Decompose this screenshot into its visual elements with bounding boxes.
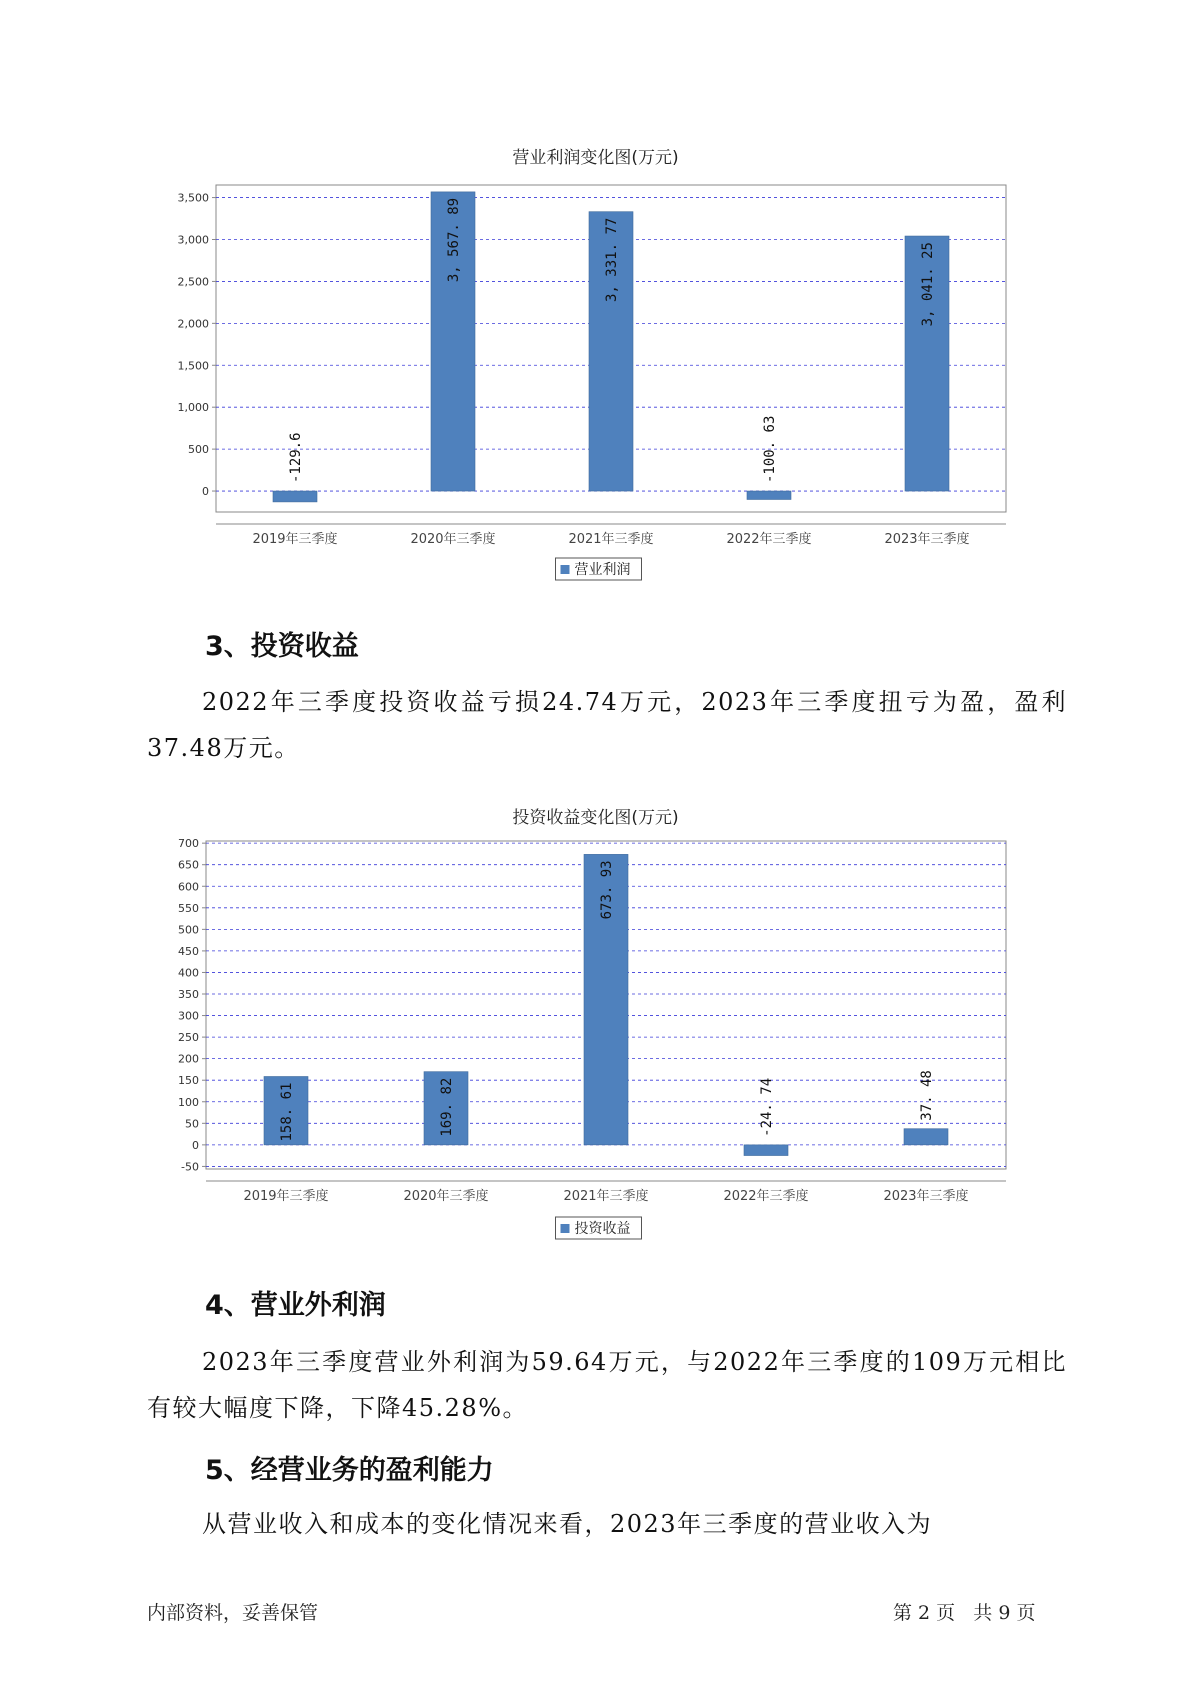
footer-confidential-note: 内部资料，妥善保管	[147, 1602, 319, 1624]
y-tick-label: 150	[178, 1074, 199, 1088]
x-tick-label: 2021年三季度	[568, 532, 654, 547]
y-tick-label: 50	[185, 1117, 199, 1131]
data-label: 169. 82	[439, 1077, 455, 1137]
y-tick-label: 600	[178, 880, 199, 894]
y-tick-label: 2,500	[177, 275, 209, 289]
x-tick-label: 2023年三季度	[883, 1189, 969, 1204]
y-tick-label: 3,000	[177, 233, 209, 247]
x-tick-label: 2021年三季度	[563, 1189, 649, 1204]
x-tick-label: 2020年三季度	[410, 532, 496, 547]
x-tick-label: 2022年三季度	[726, 532, 812, 547]
y-tick-label: 3,500	[177, 191, 209, 205]
y-tick-label: 200	[178, 1052, 199, 1066]
data-label: -24. 74	[759, 1077, 775, 1137]
data-label: 3, 567. 89	[446, 197, 462, 283]
bar	[744, 1145, 788, 1156]
legend-label: 营业利润	[574, 562, 631, 578]
y-tick-label: 500	[178, 923, 199, 937]
y-tick-label: 0	[192, 1138, 199, 1152]
data-label: -100. 63	[762, 415, 778, 484]
y-tick-label: -50	[181, 1160, 199, 1174]
chart1-title: 营业利润变化图(万元)	[512, 148, 679, 168]
legend-swatch	[561, 1224, 570, 1233]
chart2-title: 投资收益变化图(万元)	[512, 808, 679, 828]
x-tick-label: 2020年三季度	[403, 1189, 489, 1204]
y-tick-label: 550	[178, 901, 199, 915]
x-tick-label: 2019年三季度	[243, 1189, 329, 1204]
data-label: 37. 48	[919, 1070, 935, 1121]
y-tick-label: 2,000	[177, 317, 209, 331]
bar	[904, 1129, 948, 1145]
x-tick-label: 2023年三季度	[884, 532, 970, 547]
data-label: 673. 93	[599, 860, 615, 920]
section5-heading: 5、经营业务的盈利能力	[205, 1455, 494, 1486]
data-label: 3, 041. 25	[920, 242, 936, 327]
y-tick-label: 0	[202, 485, 209, 499]
footer-page-number: 第 2 页 共 9 页	[893, 1602, 1036, 1624]
data-label: 3, 331. 77	[604, 217, 620, 302]
section3-paragraph: 2022年三季度投资收益亏损24.74万元，2023年三季度扭亏为盈，盈利37.48万元。	[147, 688, 1067, 762]
y-tick-label: 1,000	[177, 401, 209, 415]
legend-label: 投资收益	[574, 1221, 631, 1237]
section3-heading: 3、投资收益	[205, 631, 359, 662]
y-tick-label: 350	[178, 988, 199, 1002]
y-tick-label: 450	[178, 944, 199, 958]
y-tick-label: 400	[178, 966, 199, 980]
data-label: -129.6	[288, 432, 304, 484]
y-tick-label: 300	[178, 1009, 199, 1023]
data-label: 158. 61	[279, 1082, 295, 1142]
y-tick-label: 1,500	[177, 359, 209, 373]
section4-heading: 4、营业外利润	[205, 1290, 386, 1321]
y-tick-label: 100	[178, 1095, 199, 1109]
x-tick-label: 2019年三季度	[252, 532, 338, 547]
x-tick-label: 2022年三季度	[723, 1189, 809, 1204]
y-tick-label: 500	[188, 443, 209, 457]
y-tick-label: 250	[178, 1031, 199, 1045]
section5-paragraph: 从营业收入和成本的变化情况来看，2023年三季度的营业收入为	[202, 1510, 933, 1538]
section4-paragraph: 2023年三季度营业外利润为59.64万元，与2022年三季度的109万元相比有较大幅度下降，下降45.28%。	[147, 1348, 1067, 1422]
y-tick-label: 650	[178, 858, 199, 872]
y-tick-label: 700	[178, 837, 199, 851]
